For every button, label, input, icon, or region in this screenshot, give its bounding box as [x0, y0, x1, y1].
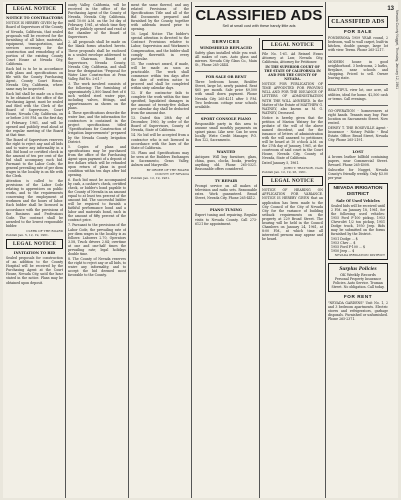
- legal-notice-heading: LEGAL NOTICE: [6, 4, 63, 14]
- ad-body: Sealed bids will be received until 2 P.M. on January 18, 1961, for the following used vehicles: 1955 Ford F-100 pickup, 1953 Chevrolet 1/2 ton pickup, 1951 Dodge truck, 1950 Jeep. Bids may be submitted on the forms furnished by the District.: [331, 203, 385, 236]
- ad-body: MODERN house in good neighborhood. 3 bedrooms, 2 baths, fireplace, near schools and shopping. Priced to sell. Owner leaving state.: [328, 60, 388, 81]
- notice-paragraph: 5. Copies of plans and specifications may be purchased from the office of the Purchasing Agent upon payment of a deposit of five dollars which will be refunded upon return of plans in good condition within ten days after bid opening.: [68, 144, 126, 177]
- notice-paragraph: 3. The work involved consists of the following: The furnishing of approximately 2,800 lineal feet of 6 inch welded steel water pipe, including valves, fittings, and appurtenances as shown on the plans.: [68, 81, 126, 111]
- ad-body: Three bedroom house, Boulder Street, large lot, newly painted. Rent $65 per month. Sale price $9,500 with small down payment. Phone Nevada City 265-4211 after 5 P.M. Two bedroom cottage near schools available.: [195, 80, 257, 109]
- irrigation-district-heading: NEVADA IRRIGATION DISTRICT: [333, 186, 383, 197]
- notice-paragraph: 14. No bid will be accepted from a contractor who is not licensed in accordance with the laws of the State of California.: [131, 133, 189, 150]
- notice-paragraph: ounty Valley, California, will be received in the office of the Purchasing Agent of the County of Nevada, Nevada City, California, until 10:00 A.M. on the 1st day of February, 1961, at which time they will be publicly opened and read at the chamber of the Board of Supervisors.: [68, 3, 126, 40]
- court-heading: IN THE SUPERIOR COURT OF THE STATE OF CALIFORNIA IN AND FOR THE COUNTY OF NEVADA.: [264, 65, 321, 82]
- classified-ads-subtitle: Sell at small cost with these handy little ads: [222, 24, 296, 28]
- ad-body: PONDEROSA 1959 YEAR round, 2 bedroom, wall to wall carpet, built-in kitchen, double garage, large lot with view. Terms. Phone 265-2217.: [328, 36, 388, 53]
- publish-dates: Publish Jan. 12, 19, 1961.: [131, 175, 171, 180]
- ad-separator: [328, 81, 388, 85]
- notice-paragraph: ment the same thereof, and any related Provisions of the Specifications Title and all of the Bid Documents prepared and furnished by the County, together with addenda issued prior to opening.: [131, 3, 189, 32]
- ad-body: Subscribe for Nugget, Nevada County's friendly weekly. Only $3.00 per year.: [328, 168, 388, 181]
- surplus-title: Surplus Policies: [339, 266, 377, 273]
- surplus-policies-box: [328, 263, 388, 292]
- ad-body: GO-OPERATION - homeowners at right hands. Tenants may buy. Fine location on Sacramento Street. Now rented.: [328, 108, 388, 125]
- column-divider: [65, 2, 66, 498]
- column-classified-services: [195, 38, 257, 498]
- irrigation-district-subheading: Sale Of Used Vehicles: [336, 198, 380, 203]
- ad-separator: [328, 53, 388, 57]
- notice-paragraph: Dated January 5, 1961.: [262, 161, 300, 166]
- for-sale-heading: FOR SALE: [343, 29, 373, 34]
- ad-title: PIANO TUNING: [210, 208, 242, 213]
- notice-paragraph: 8. The County of Nevada reserves the right to reject any or all bids, to waive any informality, and to accept the bid deemed most favorable to the County.: [68, 256, 126, 278]
- surplus-text: Personal Property Insurance Policies. Auto Service. Truman Street. No obligation. Call today.: [331, 276, 385, 289]
- classified-ads-banner: [195, 6, 323, 36]
- ad-title: SPORT CONSOLE PIANO: [200, 116, 252, 121]
- ad-title: FOR SALE OR RENT: [205, 75, 247, 80]
- bid-line: 1950 Jeep ... $: [331, 249, 355, 254]
- legal-notice-heading: LEGAL NOTICE: [262, 40, 323, 50]
- column-legal-1: [6, 2, 63, 498]
- column-legal-3: [131, 2, 189, 498]
- bid-line: 1951 Dodge ... $: [331, 236, 358, 241]
- notice-paragraph: 7. Pursuant to the provisions of the Labor Code, the prevailing rate of per diem wages in the locality is as follows: Laborers 2.70, Operators 3.58, Truck drivers 2.84; overtime at one and one-half times the prevailing rate; legal holidays double time.: [68, 223, 126, 256]
- notice-signature: BY ORDER OF THE BOARD: [146, 167, 189, 172]
- ad-separator: [195, 143, 257, 147]
- legal-notice-heading: LEGAL NOTICE: [6, 239, 63, 249]
- ad-separator: [195, 172, 257, 176]
- column-divider: [191, 2, 192, 498]
- surplus-subtitle: OK Weekly Records: [340, 272, 376, 277]
- notice-subheading: NOTICE TO CONTRACTORS: [6, 16, 63, 20]
- notice-paragraph: 2. All proposals shall be made on the blank forms attached hereto. These proposals shall be enclosed in a sealed envelope addressed to the Chairman, Board of Supervisors, Nevada County, Nevada City, California, and shall bear the designation "Proposal for Water Line Construction at Penn Valley, Bid No. 2-61.": [68, 40, 126, 81]
- ad-separator: [328, 143, 388, 147]
- ad-body: DEWEY T. THE ROSEVILLE Agent - Insurance - Notary Public - Real Estate. Office: Broad Street, Nevada City. Phone 265-2191.: [328, 125, 388, 142]
- page-number: 13: [387, 6, 394, 12]
- notice-paragraph: NOTICE OF HEARING ON APPLICATION FOR VARIANCE. NOTICE IS HEREBY GIVEN that an application has been made to the City Council of the City of Nevada City for the variance of building setback requirements on the property at 229 Broad Street. The hearing will be held in the Council Chambers on January 24, 1961, at 8:00 P.M., at which time all interested persons may appear and be heard.: [262, 188, 323, 241]
- ad-body: Safety glass installed while you wait. All makes of cars. Auto glass and mirrors. Nevada City Glass Co., Main St., Phone 265-2444.: [195, 51, 257, 68]
- notice-paragraph: Attention is called to the provisions of the Labor Code relating to apprentices on public works, and to the requirements concerning the employment of workmen and the hours of labor. Each bidder shall be licensed in accordance with the provisions of the Business and Professions Code. The contract shall be awarded to the lowest responsible bidder.: [6, 179, 63, 228]
- notice-paragraph: 10. Legal Notice: The bidder's special attention is directed to the Contract Provisions relative to Labor, Supervision and Workmen's Compensation, and the bidder shall comply therewith in every particular.: [131, 32, 189, 61]
- column-divider: [325, 2, 326, 498]
- column-divider: [128, 2, 129, 498]
- bid-line: 1953 Chev ... $: [331, 240, 356, 245]
- ad-body: "NEVADA GARDENS" Unit No. 1, 2 and 3 bedroom apartments. Electric stoves and refrigerators, garbage disposals. Furnished or unfurnished. Phone 265-2371.: [328, 300, 388, 322]
- ad-separator: [195, 201, 257, 205]
- ad-body: Antiques: Will buy furniture, glass, china, guns, clocks, books, jewelry, anything old. Phone 265-5321. Reasonable offers considered.: [195, 154, 257, 172]
- ad-body: A brown leather billfold containing papers, near Commercial Street. Reward. Phone 265-4008.: [328, 155, 388, 168]
- notice-signature: COUNTY OF NEVADA: [155, 171, 189, 176]
- classified-ads-title: CLASSIFIED ADS: [195, 7, 323, 24]
- classified-ads-box-heading: CLASSIFIED ADS: [328, 16, 388, 28]
- for-rent-heading: FOR RENT: [343, 293, 373, 299]
- notice-paragraph: Notice is hereby given that the petition of Marion Watney for the probate of the will of the above named decedent, and for the issuance of letters of administration with the will annexed to petitioner, will be heard at 10 o'clock A.M. on the 27th day of January, 1961, at the courtroom of said court in the Court House, Nevada City, County of Nevada, State of California.: [262, 115, 323, 161]
- notice-paragraph: Sealed proposals for construction of an addition to the County Hospital will be received by the Purchasing Agent at the Court House, Nevada City, until the hour stated in the notice. Plans may be obtained upon deposit.: [6, 256, 63, 285]
- publish-dates: Publish Jan. 12, 19, 26, 1961.: [262, 170, 307, 175]
- ad-title: TV REPAIR: [214, 179, 238, 184]
- ad-body: Prompt service on all makes of television and radio sets. Reasonable rates. Work guaranteed. Broad Street, Nevada City. Phone 265-4412.: [195, 184, 257, 201]
- ad-separator: [328, 102, 388, 106]
- newspaper-page: [3, 2, 398, 498]
- column-legal-2: [68, 2, 126, 498]
- ad-body: Expert tuning and repairing. Regular visits to Nevada County. Call 273-6121 for appointment.: [195, 213, 257, 226]
- notice-paragraph: 4. These specifications describe the water line, and the information for contractors is contained in the project specifications titled "Specifications for Construction of Irrigation Improvements" prepared by the Nevada County Irrigation District.: [68, 111, 126, 144]
- ad-body: BEAUTIFUL view lot, one acre, all utilities, ideal for home. $2,500 cash or terms. Call evenings.: [328, 88, 388, 101]
- publish-dates: Publish Jan. 5, 12, 19, 1961.: [6, 232, 49, 237]
- notice-paragraph: Each bid shall be made on a form to be obtained at the office of the Purchasing Agent, must be sealed and filed with the Clerk of the Board of Supervisors, Court House, Nevada City, California, on or before 2:00 P.M. on the first day of February, 1961, and will be opened and publicly read aloud at the regular meeting of the Board at that time.: [6, 92, 63, 137]
- notice-paragraph: The Board of Supervisors reserves the right to reject any and all bids and to waive any informality in a bid. Bid bond or certified check in the amount of ten per cent of the bid shall accompany each bid. Pursuant to the Labor Code, the general prevailing rate of per diem wages in the locality is on file with the Clerk.: [6, 137, 63, 179]
- notice-signature: JOHN T. TRAYNOR, Clerk: [283, 166, 323, 171]
- legal-notice-heading: LEGAL NOTICE: [262, 176, 323, 186]
- notice-signature: NEVADA IRRIGATION DISTRICT: [334, 253, 385, 258]
- notice-paragraph: NOTICE IS HEREBY GIVEN by the Board of Supervisors of the County of Nevada, California, that sealed proposals will be received for the furnishing of all labor, materials, equipment, transportation, and services necessary for the construction and remodeling of a portion of the existing County Court House at Nevada City, California.: [6, 21, 63, 66]
- notice-paragraph: 15. Plans and Specifications may be seen at the Builders Exchanges in Sacramento, Grass Valley, Auburn and Marysville.: [131, 150, 189, 167]
- ad-separator: [195, 68, 257, 72]
- column-divider: [259, 38, 260, 498]
- services-heading: SERVICES: [212, 39, 240, 44]
- bid-line: 1955 Ford F-100 ... $: [331, 245, 365, 250]
- ad-title: WANTED: [216, 149, 236, 154]
- irrigation-district-box: [328, 183, 388, 260]
- notice-paragraph: 11. The contract award, if made, will be made as soon as practicable. The work shall commence within ten days after the date of written notice to proceed and shall be completed within sixty calendar days.: [131, 61, 189, 90]
- notice-paragraph: 6. Each bid must be accompanied by cash, a cashier's check, certified check, or bidder's bond payable to the County of Nevada in an amount equal to at least ten percent of the amount bid. The successful bidder will be required to furnish a faithful performance bond and a labor and materials bond, each in the amount of fifty percent of the contract price.: [68, 177, 126, 223]
- lost-heading: LOST: [352, 149, 364, 154]
- ad-title: WINDSHIELD REPLACED: [200, 46, 252, 51]
- notice-paragraph: File No. 1-61. Ad Reinsel Evans Attorney at Law, Nevada City, California, Attorney for Petitioner.: [262, 52, 323, 65]
- ad-separator: [195, 110, 257, 114]
- notice-subheading: INVITATION TO BID: [13, 250, 56, 255]
- notice-signature: CLERK OF THE BOARD: [26, 228, 63, 233]
- notice-paragraph: 12. If the contractor fails to complete the work within the time specified, liquidated damages in the amount of twenty-five dollars per calendar day shall be deducted from the amount due.: [131, 90, 189, 116]
- ad-body: Responsible party in this area to assume small monthly payments on spinet piano. Like new. Can be seen locally. Write Credit Manager, P.O. Box 122, Sacramento.: [195, 121, 257, 142]
- notice-paragraph: 13. Dated this 28th day of December, 1960, by order of the Board of Supervisors, County of Nevada, State of California.: [131, 116, 189, 133]
- notice-paragraph: NOTICE FOR PUBLICATION OF TIME APPOINTED FOR PROVING WILL AND FOR THE ISSUANCE OF LETTERS OF ADMINISTRATION WITH THE WILL ANNEXED. In the Matter of the Estate of MATTHEW G. WATNEY, also known as M. G. WATNEY, Deceased.: [262, 82, 323, 115]
- column-classified-for-sale: [328, 14, 388, 498]
- running-head: Nevada County Nugget, Thursday, January 12, 1961: [395, 10, 399, 90]
- notice-paragraph: Each bid is to be in accordance with plans and specifications on file with the County Purchasing Agent, County Court House, Nevada City, California, where same may be inspected.: [6, 66, 63, 92]
- column-legal-5: [262, 38, 323, 498]
